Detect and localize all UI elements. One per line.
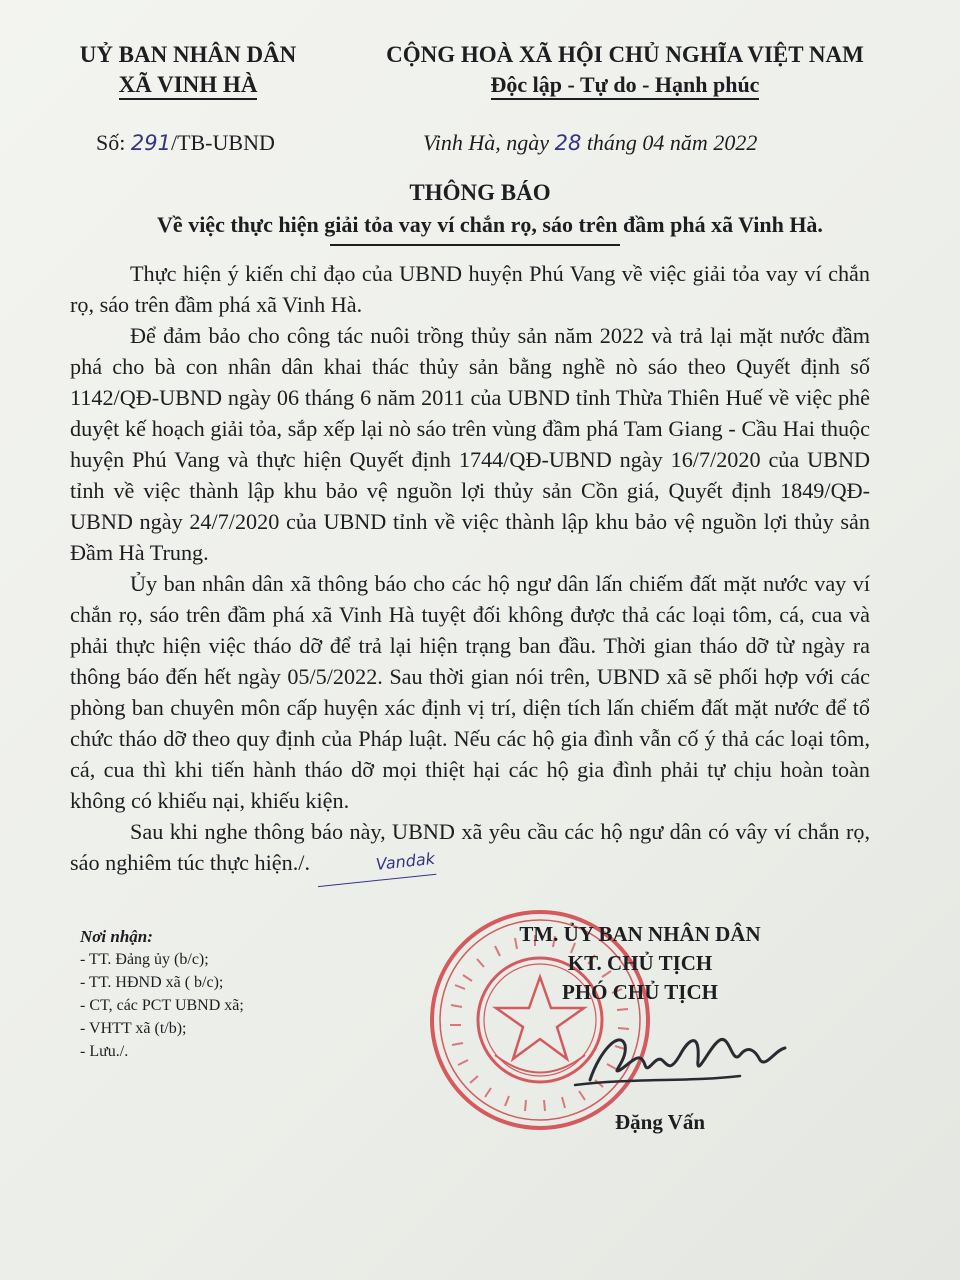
- signature-title-line-1: TM. ỦY BAN NHÂN DÂN: [519, 922, 761, 946]
- recipients-label: Nơi nhận:: [80, 927, 153, 946]
- handwritten-signature-icon: [570, 1010, 800, 1100]
- recipients-list: [80, 925, 244, 1063]
- list-item: - VHTT xã (t/b);: [80, 1020, 187, 1037]
- country-name: CỘNG HOÀ XÃ HỘI CHỦ NGHĨA VIỆT NAM: [386, 42, 864, 67]
- document-title: THÔNG BÁO: [409, 180, 551, 205]
- issuing-organization: [58, 40, 318, 100]
- signature-title-line-3: PHÓ CHỦ TỊCH: [562, 980, 718, 1004]
- list-item: - CT, các PCT UBND xã;: [80, 997, 244, 1014]
- paragraph-1: Thực hiện ý kiến chỉ đạo của UBND huyện Phú Vang về việc giải tỏa vay ví chắn rọ, sáo trên đầm phá xã Vinh Hà.: [70, 261, 870, 317]
- paragraph-4: Sau khi nghe thông báo này, UBND xã yêu cầu các hộ ngư dân có vây ví chắn rọ, sáo nghiêm túc thực hiện./. Vandak: [70, 816, 870, 881]
- signature-title-block: [470, 920, 810, 1007]
- handwritten-number: 291: [130, 131, 171, 155]
- handwritten-initials: Vandak: [315, 843, 437, 887]
- motto: Độc lập - Tự do - Hạnh phúc: [491, 72, 760, 100]
- org-line-2: XÃ VINH HÀ: [119, 72, 258, 100]
- handwritten-day: 28: [554, 131, 582, 155]
- document-date: Vinh Hà, ngày 28 tháng 04 năm 2022: [423, 130, 758, 155]
- org-line-1: UỶ BAN NHÂN DÂN: [79, 42, 297, 67]
- document-body: [70, 258, 870, 881]
- document-number: Số: 291/TB-UBND: [96, 130, 275, 155]
- paragraph-2: Để đảm bảo cho công tác nuôi trồng thủy sản năm 2022 và trả lại mặt nước đầm phá cho bà con nhân dân khai thác thủy sản bằng nghề nò sáo theo Quyết định số 1142/QĐ-UBND ngày 06 tháng 6 năm 2011 của UBND tỉnh Thừa Thiên Huế về việc phê duyệt kế hoạch giải tỏa, sắp xếp lại nò sáo trên vùng đầm phá Tam Giang - Cầu Hai thuộc huyện Phú Vang và thực hiện Quyết định 1744/QĐ-UBND ngày 16/7/2020 của UBND tỉnh về việc thành lập khu bảo vệ nguồn lợi thủy sản Cồn giá, Quyết định 1849/QĐ-UBND ngày 24/7/2020 của UBND tỉnh về việc thành lập khu bảo vệ nguồn lợi thủy sản Đầm Hà Trung.: [70, 323, 870, 565]
- list-item: - Lưu./.: [80, 1043, 129, 1060]
- paragraph-3: Ủy ban nhân dân xã thông báo cho các hộ ngư dân lấn chiếm đất mặt nước vay ví chắn rọ, sáo trên đầm phá xã Vinh Hà tuyệt đối không được thả các loại tôm, cá, cua và phải thực hiện việc tháo dỡ để trả lại hiện trạng ban đầu. Thời gian tháo dỡ từ ngày ra thông báo đến hết ngày 05/5/2022. Sau thời gian nói trên, UBND xã sẽ phối hợp với các phòng ban chuyên môn cấp huyện xác định vị trí, diện tích lấn chiếm đất mặt nước để tổ chức tháo dỡ theo quy định của Pháp luật. Nếu các hộ gia đình vẫn cố ý thả các loại tôm, cá, cua thì khi tiến hành tháo dỡ mọi thiệt hại các hộ gia đình phải tự chịu hoàn toàn không có khiếu nại, khiếu kiện.: [70, 571, 870, 813]
- document-subtitle: Về việc thực hiện giải tỏa vay ví chắn rọ, sáo trên đầm phá xã Vinh Hà.: [157, 212, 823, 237]
- national-motto: [330, 40, 920, 100]
- signature-title-line-2: KT. CHỦ TỊCH: [567, 951, 713, 975]
- signer-name: Đặng Vấn: [614, 1110, 706, 1134]
- list-item: - TT. Đảng ủy (b/c);: [80, 951, 209, 968]
- list-item: - TT. HĐND xã ( b/c);: [80, 974, 224, 991]
- subtitle-underline: [330, 244, 620, 246]
